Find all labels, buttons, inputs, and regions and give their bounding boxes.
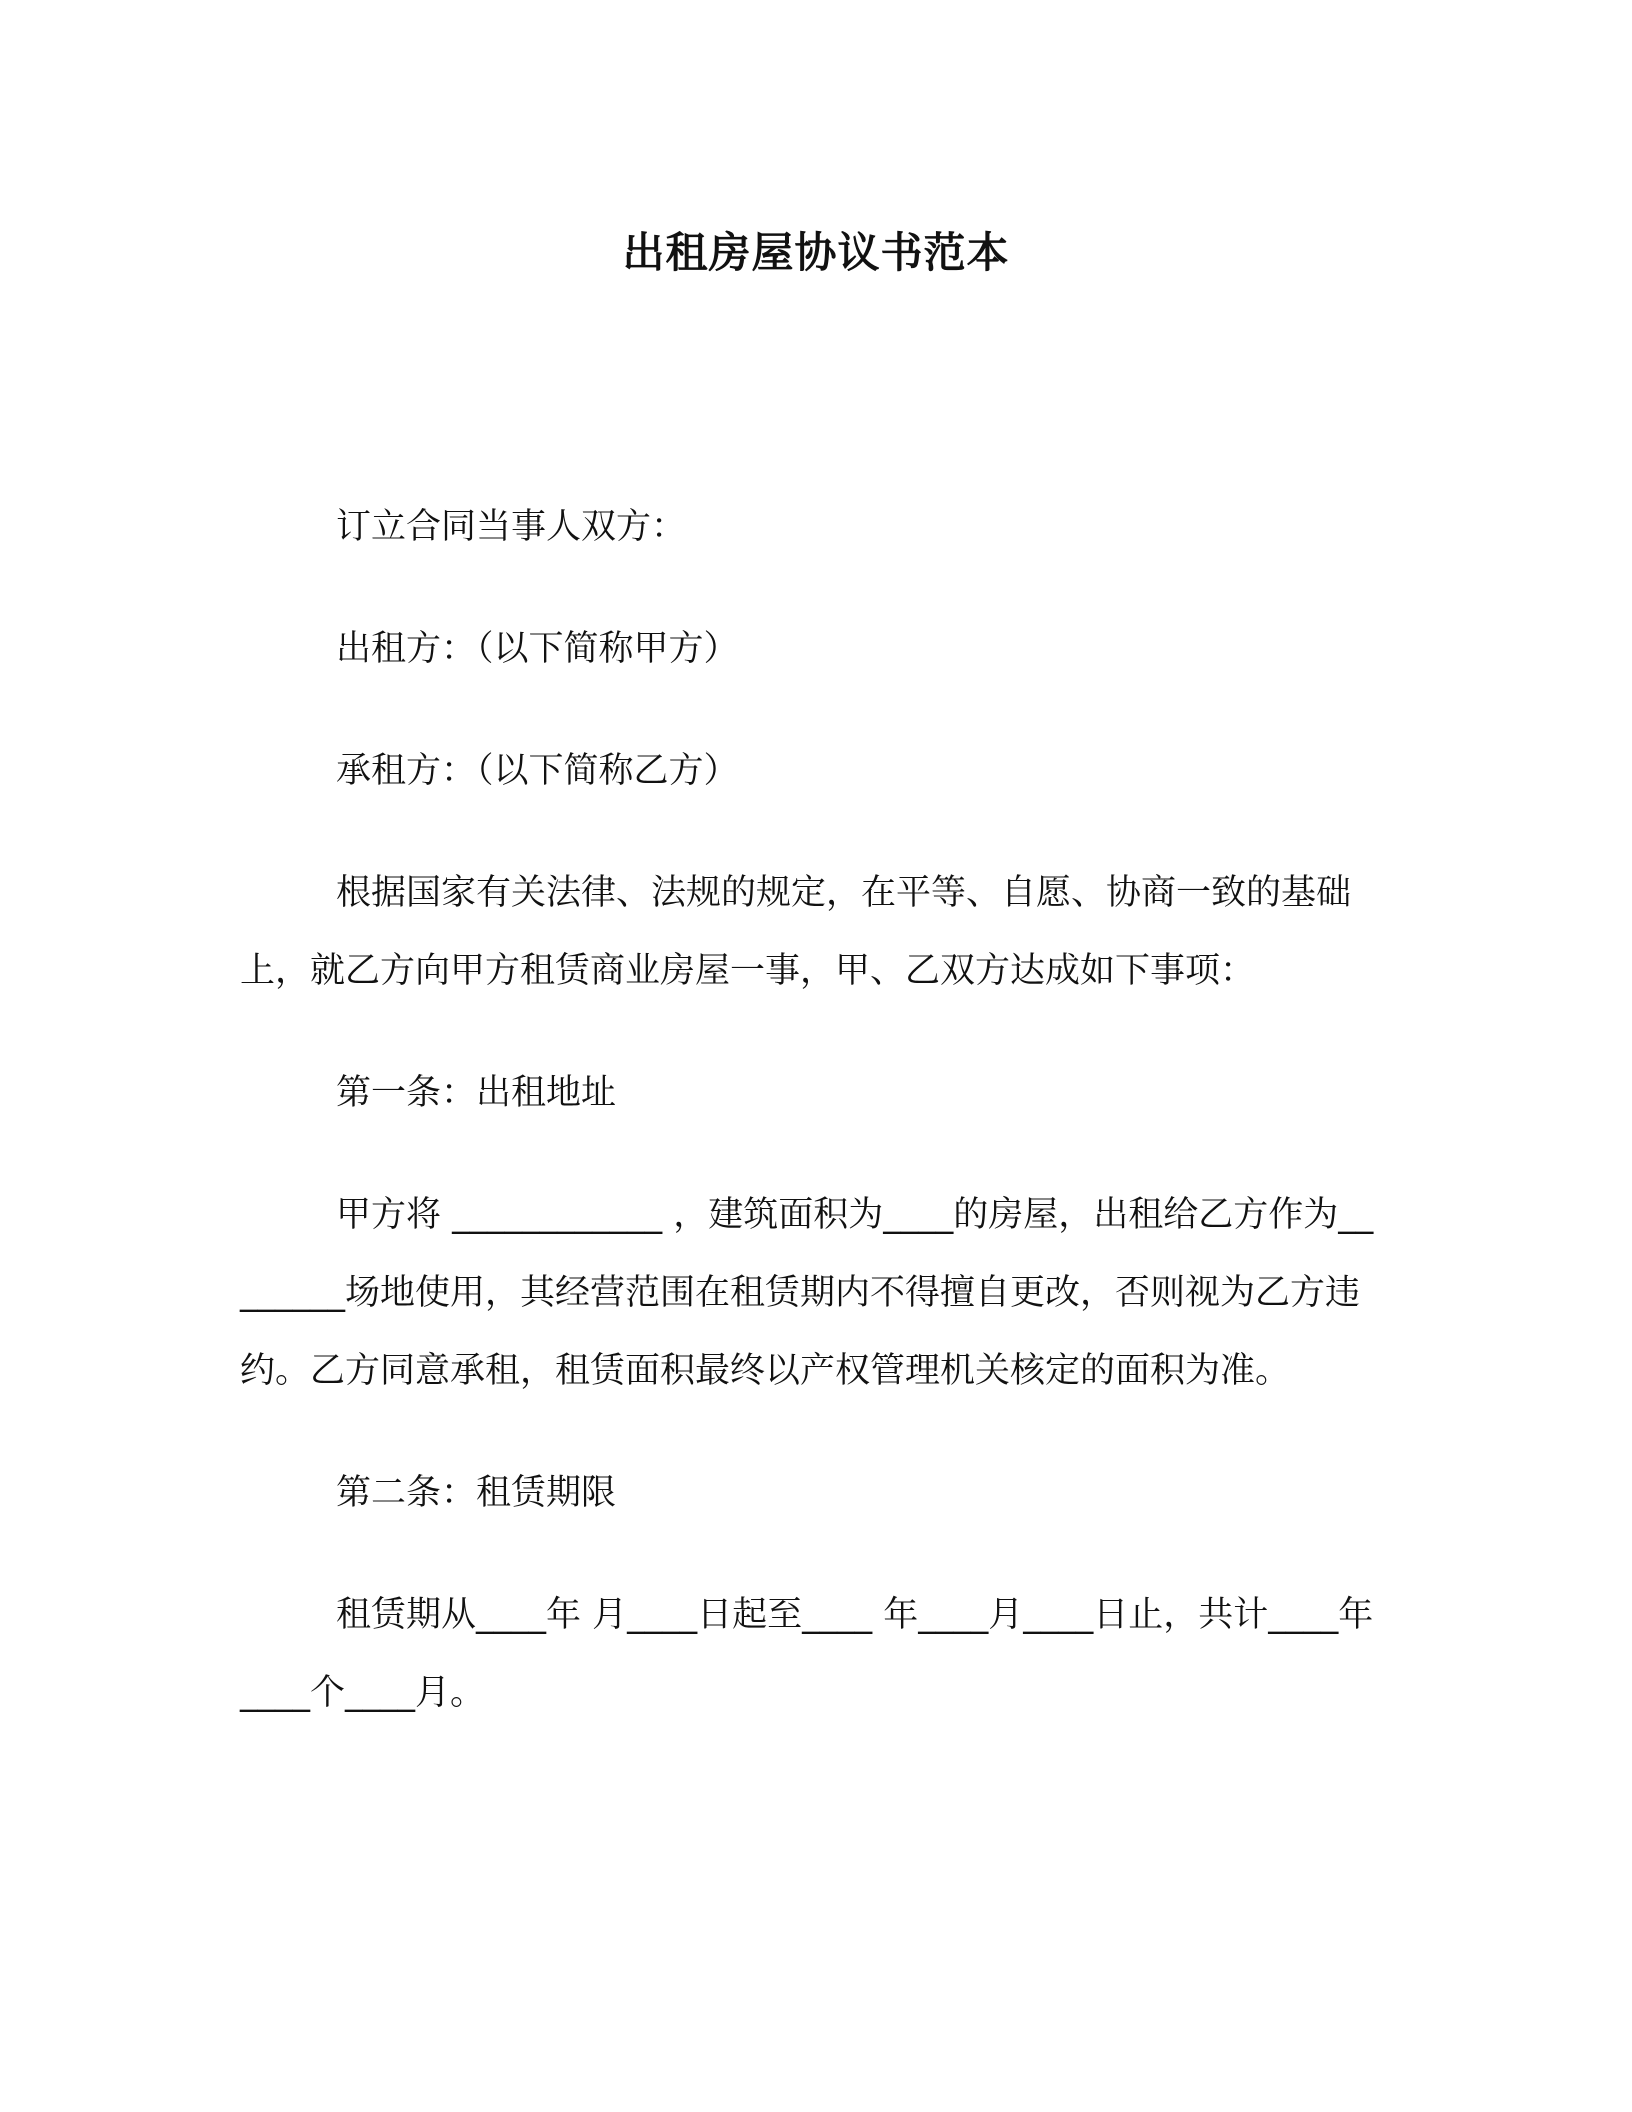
paragraph-article-1-heading: 第一条：出租地址: [336, 1073, 617, 1113]
document-title: 出租房屋协议书范本: [622, 228, 1010, 277]
paragraph-parties-heading: 订立合同当事人双方：: [336, 507, 687, 547]
document-body: [240, 488, 1380, 1776]
paragraph-article-1-body: 甲方将 ____________ ，建筑面积为____的房屋，出租给乙方作为________场地使用，其经营范围在租赁期内不得擅自更改，否则视为乙方违约。乙方同意承租，租赁面积最终以产权管理机关核定的面积为准。: [240, 1195, 1374, 1391]
paragraph-preamble: 根据国家有关法律、法规的规定，在平等、自愿、协商一致的基础上，就乙方向甲方租赁商业房屋一事，甲、乙双方达成如下事项：: [240, 873, 1352, 991]
paragraph-lessee: 承租方：（以下简称乙方）: [336, 751, 739, 791]
paragraph-lessor: 出租方：（以下简称甲方）: [336, 629, 739, 669]
paragraph-article-2-body: 租赁期从____年 月____日起至____ 年____月____日止，共计____年____个____月。: [240, 1595, 1374, 1713]
paragraph-article-2-heading: 第二条：租赁期限: [336, 1473, 617, 1513]
